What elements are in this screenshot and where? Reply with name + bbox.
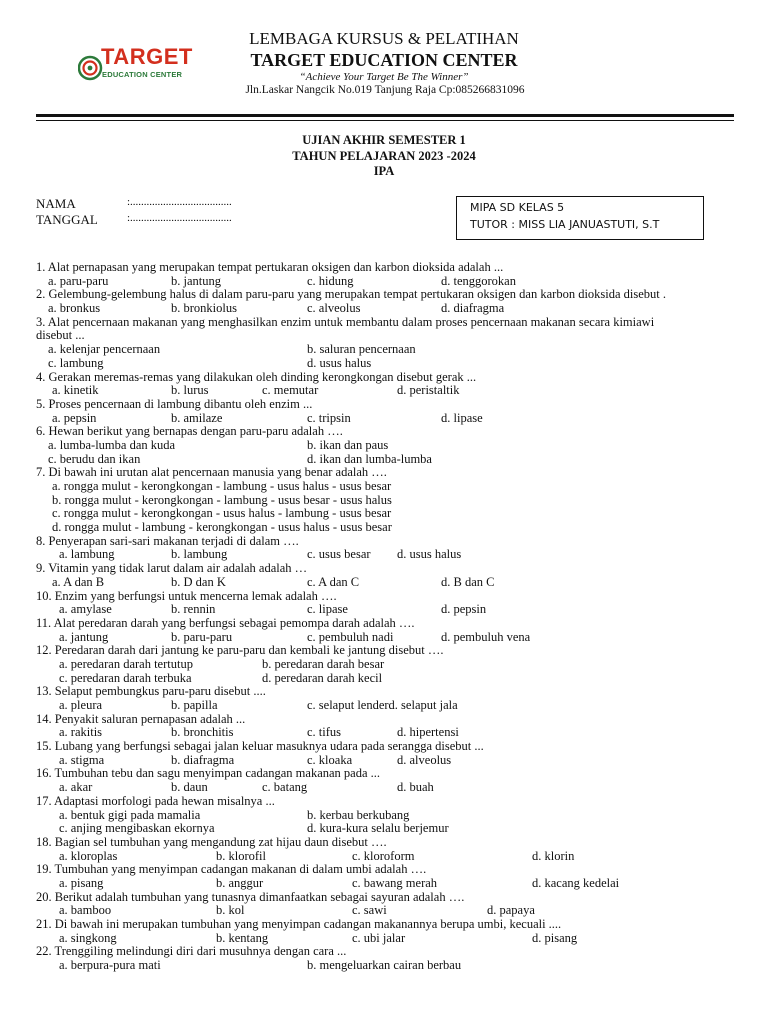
question-text: 19. Tumbuhan yang menyimpan cadangan makanan di dalam umbi adalah ….	[36, 862, 427, 877]
option-row	[0, 809, 768, 823]
answer-option: a. stigma	[59, 752, 105, 767]
class-info: MIPA SD KELAS 5	[470, 201, 565, 214]
option-row	[0, 507, 768, 521]
option-row	[0, 904, 768, 918]
answer-option: a. kloroplas	[59, 848, 118, 863]
option-row	[0, 357, 768, 371]
question-stem	[0, 466, 768, 480]
question-text: 11. Alat peredaran darah yang berfungsi sebagai pemompa darah adalah ….	[36, 615, 415, 630]
option-row	[0, 576, 768, 590]
option-row	[0, 672, 768, 686]
question-stem	[0, 288, 768, 302]
answer-option: b. kentang	[216, 930, 269, 945]
answer-option: b. lurus	[171, 383, 209, 398]
answer-option: d. hipertensi	[397, 725, 459, 740]
question-stem	[0, 644, 768, 658]
answer-option: b. daun	[171, 780, 208, 795]
institution-logo	[78, 44, 202, 88]
header-divider-thin	[36, 120, 734, 121]
answer-option: b. D dan K	[171, 574, 226, 589]
class-info-box	[456, 196, 704, 240]
answer-option: a. peredaran darah tertutup	[59, 656, 193, 671]
question-stem	[0, 767, 768, 781]
answer-option: c. lambung	[48, 355, 104, 370]
question-stem	[0, 398, 768, 412]
option-row	[0, 959, 768, 973]
question-text: 6. Hewan berikut yang bernapas dengan paru-paru adalah ….	[36, 424, 343, 439]
answer-option: d. alveolus	[397, 752, 452, 767]
answer-option: d. pembuluh vena	[441, 629, 531, 644]
option-row	[0, 480, 768, 494]
answer-option: c. usus besar	[307, 547, 371, 562]
question-stem	[0, 685, 768, 699]
tutor-info: TUTOR : MISS LIA JANUASTUTI, S.T	[470, 218, 660, 231]
option-row	[0, 822, 768, 836]
question-stem	[0, 425, 768, 439]
question-stem	[0, 617, 768, 631]
question-text: 8. Penyerapan sari-sari makanan terjadi di dalam ….	[36, 533, 299, 548]
address: Jln.Laskar Nangcik No.019 Tanjung Raja Cp:085266831096	[245, 84, 525, 96]
exam-year: TAHUN PELAJARAN 2023 -2024	[292, 149, 476, 163]
question-stem	[0, 740, 768, 754]
option-row	[0, 658, 768, 672]
exam-subject: IPA	[373, 164, 395, 178]
question-text: 22. Trenggiling melindungi diri dari musuhnya dengan cara ...	[36, 944, 347, 959]
question-stem	[0, 713, 768, 727]
answer-option: d. B dan C	[441, 574, 495, 589]
question-text: 5. Proses pencernaan di lambung dibantu oleh enzim ...	[36, 396, 313, 411]
answer-option: a. A dan B	[52, 574, 105, 589]
answer-option: b. papilla	[171, 698, 218, 712]
question-stem	[0, 261, 768, 275]
option-row	[0, 699, 768, 713]
option-row	[0, 439, 768, 453]
option-row	[0, 494, 768, 508]
answer-option: a. lambung	[59, 547, 115, 562]
question-stem	[0, 863, 768, 877]
answer-option: d. rongga mulut - lambung - kerongkongan - usus halus - usus besar	[52, 520, 392, 535]
question-text: 20. Berikut adalah tumbuhan yang tunasnya dimanfaatkan sebagai sayuran adalah ….	[36, 889, 465, 904]
answer-option: b. jantung	[171, 273, 221, 288]
question-stem	[0, 945, 768, 959]
option-row	[0, 453, 768, 467]
answer-option: b. kol	[216, 903, 245, 918]
name-field[interactable]: :.....................................	[127, 196, 232, 208]
date-field[interactable]: :.....................................	[127, 212, 232, 224]
answer-option: b. bronkiolus	[171, 301, 237, 316]
answer-option: d. peristaltik	[397, 383, 460, 398]
answer-option: d. buah	[397, 780, 434, 795]
answer-option: d. pepsin	[441, 602, 487, 617]
answer-option: a. amylase	[59, 602, 112, 617]
question-text: 4. Gerakan meremas-remas yang dilakukan oleh dinding kerongkongan disebut gerak ...	[36, 369, 477, 384]
question-stem	[0, 795, 768, 809]
option-row	[0, 412, 768, 426]
question-text: disebut ...	[36, 328, 85, 343]
answer-option: d. usus halus	[307, 355, 372, 370]
header-divider-thick	[36, 114, 734, 117]
question-stem	[0, 562, 768, 576]
institution-line: LEMBAGA KURSUS & PELATIHAN	[249, 29, 519, 48]
answer-option: c. peredaran darah terbuka	[59, 670, 192, 685]
answer-option: b. rennin	[171, 602, 216, 617]
answer-option: d. usus halus	[397, 547, 462, 562]
answer-option: a. paru-paru	[48, 273, 109, 288]
answer-option: c. anjing mengibaskan ekornya	[59, 821, 215, 836]
question-text: 15. Lubang yang berfungsi sebagai jalan keluar masuknya udara pada serangga disebut ...	[36, 739, 484, 754]
answer-option: c. berudu dan ikan	[48, 451, 141, 466]
answer-option: a. singkong	[59, 930, 117, 945]
answer-option: c. kloroform	[352, 848, 415, 863]
question-stem	[0, 836, 768, 850]
question-text: 17. Adaptasi morfologi pada hewan misalnya ...	[36, 793, 275, 808]
answer-option: b. kerbau berkubang	[307, 807, 410, 822]
answer-option: d. kura-kura selalu berjemur	[307, 821, 449, 836]
answer-option: b. bronchitis	[171, 725, 234, 740]
option-row	[0, 877, 768, 891]
option-row	[0, 631, 768, 645]
answer-option: d. peredaran darah kecil	[262, 670, 383, 685]
option-row	[0, 603, 768, 617]
question-text: 14. Penyakit saluran pernapasan adalah ...	[36, 711, 246, 726]
question-list	[0, 261, 768, 973]
date-label: TANGGAL	[36, 212, 98, 227]
answer-option: b. peredaran darah besar	[262, 656, 385, 671]
institution-name: TARGET EDUCATION CENTER	[250, 50, 518, 70]
answer-option: b. paru-paru	[171, 629, 233, 644]
answer-option: a. kelenjar pencernaan	[48, 342, 161, 357]
question-text: 18. Bagian sel tumbuhan yang mengandung zat hijau daun disebut ….	[36, 834, 387, 849]
answer-option: a. bentuk gigi pada mamalia	[59, 807, 201, 822]
answer-option: c. alveolus	[307, 301, 361, 316]
answer-option: c. tripsin	[307, 410, 351, 425]
question-text: 2. Gelembung-gelembung halus di dalam paru-paru yang merupakan tempat pertukaran oksigen dan karbon dioksida disebut .	[36, 287, 667, 302]
answer-option: b. anggur	[216, 875, 264, 890]
answer-option: c. kloaka	[307, 752, 353, 767]
answer-option: a. rongga mulut - kerongkongan - lambung - usus halus - usus besar	[52, 479, 392, 493]
name-label: NAMA	[36, 196, 76, 211]
answer-option: c. memutar	[262, 383, 319, 398]
answer-option: c. batang	[262, 780, 308, 795]
option-row	[0, 754, 768, 768]
answer-option: a. pisang	[59, 875, 104, 890]
answer-option: a. bronkus	[48, 301, 101, 316]
question-text: 9. Vitamin yang tidak larut dalam air adalah adalah …	[36, 561, 308, 576]
answer-option: b. klorofil	[216, 848, 266, 863]
question-stem	[0, 316, 768, 330]
question-text: 16. Tumbuhan tebu dan sagu menyimpan cadangan makanan pada ...	[36, 766, 381, 781]
answer-option: c. pembuluh nadi	[307, 629, 394, 644]
answer-option: d. tenggorokan	[441, 273, 516, 288]
answer-option: b. saluran pencernaan	[307, 342, 416, 357]
answer-option: b. mengeluarkan cairan berbau	[307, 958, 462, 973]
question-text: 3. Alat pencernaan makanan yang menghasilkan enzim untuk membantu dalam proses pencernaan makanan secara kimiawi	[36, 314, 655, 329]
answer-option: c. bawang merah	[352, 875, 438, 890]
answer-option: a. kinetik	[52, 383, 99, 398]
answer-option: b. ikan dan paus	[307, 437, 389, 452]
answer-option: d. diafragma	[441, 301, 505, 316]
question-stem	[0, 918, 768, 932]
question-stem	[0, 535, 768, 549]
question-text: 1. Alat pernapasan yang merupakan tempat pertukaran oksigen dan karbon dioksida adalah ...	[36, 260, 504, 274]
answer-option: a. rakitis	[59, 725, 103, 740]
answer-option: a. pepsin	[52, 410, 97, 425]
option-row	[0, 384, 768, 398]
question-stem	[0, 891, 768, 905]
answer-option: d. papaya	[487, 903, 535, 918]
answer-option: a. jantung	[59, 629, 109, 644]
option-row	[0, 343, 768, 357]
answer-option: a. pleura	[59, 698, 103, 712]
logo-subtitle: EDUCATION CENTER	[102, 70, 183, 79]
answer-option: a. lumba-lumba dan kuda	[48, 437, 176, 452]
answer-option: c. selaput lenderd. selaput jala	[307, 698, 458, 712]
answer-option: d. ikan dan lumba-lumba	[307, 451, 432, 466]
answer-option: d. klorin	[532, 848, 575, 863]
answer-option: c. ubi jalar	[352, 930, 406, 945]
question-text: 12. Peredaran darah dari jantung ke paru-paru dan kembali ke jantung disebut ….	[36, 643, 444, 658]
question-text: 21. Di bawah ini merupakan tumbuhan yang menyimpan cadangan makanannya berupa umbi, kecuali ....	[36, 917, 562, 931]
answer-option: b. rongga mulut - kerongkongan - lambung - usus besar - usus halus	[52, 492, 392, 507]
exam-title: UJIAN AKHIR SEMESTER 1	[302, 133, 466, 147]
logo-wordmark: TARGET	[101, 44, 193, 69]
option-row	[0, 781, 768, 795]
answer-option: c. sawi	[352, 903, 387, 918]
answer-option: a. berpura-pura mati	[59, 958, 161, 973]
answer-option: c. lipase	[307, 602, 348, 617]
answer-option: a. akar	[59, 780, 93, 795]
answer-option: c. tifus	[307, 725, 342, 740]
answer-option: d. lipase	[441, 410, 483, 425]
question-stem-continued	[0, 329, 768, 343]
option-row	[0, 302, 768, 316]
answer-option: c. A dan C	[307, 574, 360, 589]
answer-option: b. lambung	[171, 547, 228, 562]
answer-option: b. amilaze	[171, 410, 223, 425]
answer-option: c. hidung	[307, 273, 354, 288]
answer-option: a. bamboo	[59, 903, 112, 918]
option-row	[0, 521, 768, 535]
option-row	[0, 850, 768, 864]
option-row	[0, 932, 768, 946]
option-row	[0, 548, 768, 562]
question-stem	[0, 590, 768, 604]
question-text: 13. Selaput pembungkus paru-paru disebut ....	[36, 684, 266, 699]
question-stem	[0, 371, 768, 385]
question-text: 10. Enzim yang berfungsi untuk mencerna lemak adalah ….	[36, 588, 337, 603]
motto: “Achieve Your Target Be The Winner”	[299, 71, 469, 83]
option-row	[0, 726, 768, 740]
answer-option: c. rongga mulut - kerongkongan - usus halus - lambung - usus besar	[52, 506, 392, 521]
question-text: 7. Di bawah ini urutan alat pencernaan manusia yang benar adalah ….	[36, 465, 387, 480]
option-row	[0, 275, 768, 289]
answer-option: d. pisang	[532, 930, 578, 945]
answer-option: d. kacang kedelai	[532, 875, 620, 890]
answer-option: b. diafragma	[171, 752, 235, 767]
